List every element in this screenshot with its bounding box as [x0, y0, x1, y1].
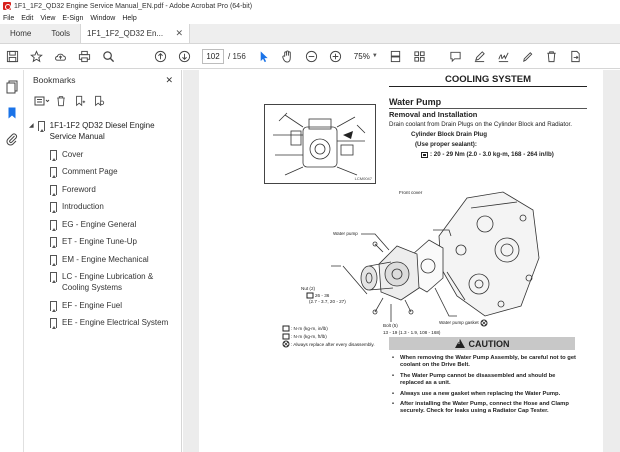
highlight-button[interactable]: [468, 44, 492, 68]
arrow-down-circle-icon: [178, 50, 191, 63]
menu-bar: [0, 12, 620, 24]
legend-torque-inlb: : N·m (kg-m, in/lb): [291, 326, 328, 331]
bookmark-icon: [50, 301, 57, 311]
bookmark-icon: [50, 255, 57, 265]
tab-home[interactable]: Home: [10, 29, 32, 38]
torque-wrench-icon: [421, 152, 428, 158]
edit-pen-icon: [521, 50, 534, 63]
bookmark-item-em[interactable]: EM - Engine Mechanical: [24, 254, 181, 265]
print-button[interactable]: [72, 44, 96, 68]
bookmark-item-cover[interactable]: Cover: [24, 149, 181, 160]
bookmark-item-introduction[interactable]: Introduction: [24, 201, 181, 212]
search-icon: [102, 50, 115, 63]
find-button[interactable]: [96, 44, 120, 68]
zoom-in-button[interactable]: [324, 44, 348, 68]
document-viewer[interactable]: [183, 70, 620, 452]
bookmark-item-ee[interactable]: EE - Engine Electrical System: [24, 317, 181, 328]
page-header: COOLING SYSTEM: [444, 74, 532, 85]
label-bolt-torque: 13 - 19 (1.3 - 1.9, 108 - 168): [383, 330, 441, 335]
hand-tool-button[interactable]: [276, 44, 300, 68]
tab-bar: [0, 24, 620, 44]
caution-title: CAUTION: [468, 338, 510, 349]
new-bookmark-icon[interactable]: [72, 94, 88, 108]
bookmarks-title: Bookmarks: [33, 75, 76, 85]
zoom-level[interactable]: 75%: [353, 51, 370, 61]
close-panel-icon[interactable]: ✕: [165, 74, 173, 85]
expand-triangle-icon[interactable]: ◢: [29, 123, 34, 129]
attachment-icon[interactable]: [5, 132, 19, 146]
zoom-out-button[interactable]: [300, 44, 324, 68]
comment-button[interactable]: [444, 44, 468, 68]
bookmark-icon: [50, 202, 57, 212]
bookmark-panel-icon[interactable]: [5, 106, 19, 120]
upload-button[interactable]: [48, 44, 72, 68]
legend-replace: : Always replace after every disassembly.: [291, 342, 375, 347]
caution-item: • The Water Pump cannot be disassembled and should be replaced as a unit.: [392, 373, 578, 388]
bookmark-icon: [50, 150, 57, 160]
bookmark-icon: [50, 220, 57, 230]
label-bolt: Bolt (5): [383, 323, 398, 328]
cursor-icon: [257, 50, 270, 63]
select-tool-button[interactable]: [252, 44, 276, 68]
menu-edit[interactable]: Edit: [21, 14, 34, 22]
tab-tools[interactable]: Tools: [51, 29, 71, 38]
main-toolbar: [0, 44, 620, 69]
menu-window[interactable]: Window: [90, 14, 116, 22]
page-number-input[interactable]: 102: [202, 49, 224, 64]
caution-banner: [389, 337, 575, 350]
plug-title: Cylinder Block Drain Plug: [411, 131, 487, 138]
save-button[interactable]: [0, 44, 24, 68]
bookmark-icon: [50, 185, 57, 195]
printer-icon: [78, 50, 91, 63]
bookmark-tree: [24, 112, 181, 328]
legend-torque-ftlb: : N·m (kg-m, ft/lb): [291, 334, 327, 339]
layout-icon: [389, 50, 402, 63]
arrow-up-circle-icon: [154, 50, 167, 63]
menu-file[interactable]: File: [3, 14, 15, 22]
page-layout-button[interactable]: [384, 44, 408, 68]
tab-document[interactable]: [80, 24, 190, 43]
trash-icon: [545, 50, 558, 63]
bookmark-item-eg[interactable]: EG - Engine General: [24, 219, 181, 230]
sign-button[interactable]: [492, 44, 516, 68]
signature-icon: [497, 50, 510, 63]
label-front-cover: Front cover: [399, 190, 423, 195]
menu-esign[interactable]: E-Sign: [62, 14, 84, 22]
window-title: 1F1_1F2_QD32 Engine Service Manual_EN.pdf - Adobe Acrobat Pro (64-bit): [14, 2, 253, 10]
section-rule: [389, 108, 587, 109]
plug-torque-row: [421, 151, 554, 158]
close-tab-icon[interactable]: ✕: [175, 28, 184, 38]
caution-item: • After installing the Water Pump, connect the Hose and Clamp securely. Check for leaks using a Radiator Cap Tester.: [392, 401, 578, 416]
acrobat-logo-icon: [3, 2, 11, 10]
label-gasket: Water pump gasket: [439, 320, 479, 325]
bookmark-item-comment-page[interactable]: Comment Page: [24, 166, 181, 177]
floppy-icon: [6, 50, 19, 63]
label-water-pump: Water pump: [333, 231, 358, 236]
fill-sign-button[interactable]: [516, 44, 540, 68]
delete-button[interactable]: [540, 44, 564, 68]
caution-list: [392, 355, 578, 419]
label-nut-torque2: (2.7 - 3.7, 20 - 27): [309, 299, 346, 304]
drain-plug-figure: [264, 104, 376, 184]
tab-document-label: 1F1_1F2_QD32 En...: [87, 29, 164, 38]
export-button[interactable]: [564, 44, 588, 68]
minus-circle-icon: [305, 50, 318, 63]
hand-icon: [281, 50, 294, 63]
pages-icon[interactable]: [5, 80, 19, 94]
bookmark-icon: [50, 318, 57, 328]
subsection-title: Removal and Installation: [389, 110, 478, 119]
body-text: Drain coolant from Drain Plugs on the Cylinder Block and Radiator.: [389, 121, 572, 128]
caution-item: • Always use a new gasket when replacing the Water Pump.: [392, 391, 578, 398]
layout-menu-button[interactable]: [408, 44, 432, 68]
page-total: / 156: [228, 51, 246, 61]
label-nut-torque1: 26 - 36: [315, 293, 330, 298]
file-export-icon: [569, 50, 582, 63]
star-icon: [30, 50, 43, 63]
bookmark-icon: [50, 237, 57, 247]
bookmark-item-ef[interactable]: EF - Engine Fuel: [24, 300, 181, 311]
figure1-caption: LCM0047: [354, 176, 372, 181]
plug-torque: : 20 - 29 Nm (2.0 - 3.0 kg-m, 168 - 264 in/lb): [430, 151, 554, 158]
pdf-page: [199, 70, 603, 452]
engine-block-illustration: [265, 105, 375, 183]
bookmark-item-lc[interactable]: LC - Engine Lubrication & Cooling Systems: [24, 271, 181, 293]
options-menu-icon[interactable]: [34, 94, 50, 108]
pen-icon: [473, 50, 486, 63]
bookmarks-toolbar: [24, 90, 181, 112]
cloud-upload-icon: [54, 50, 67, 63]
plug-note: (Use proper sealant):: [415, 141, 477, 148]
label-nut: Nut (2): [301, 286, 316, 291]
section-title: Water Pump: [389, 97, 442, 107]
previous-page-button[interactable]: [148, 44, 172, 68]
water-pump-diagram: [271, 188, 603, 350]
menu-view[interactable]: View: [40, 14, 56, 22]
bookmarks-header: [24, 70, 181, 90]
caution-item: • When removing the Water Pump Assembly, be careful not to get coolant on the Drive Belt.: [392, 355, 578, 370]
header-rule: [389, 86, 587, 87]
bookmark-root-label: 1F1-1F2 QD32 Diesel Engine Service Manual: [49, 121, 155, 141]
bookmark-item-et[interactable]: ET - Engine Tune-Up: [24, 236, 181, 247]
title-bar: [0, 0, 620, 12]
left-rail: [0, 70, 24, 452]
bookmarks-panel: [24, 70, 182, 452]
plus-circle-icon: [329, 50, 342, 63]
bookmark-root[interactable]: [24, 120, 181, 142]
bookmark-icon: [50, 167, 57, 177]
comment-icon: [449, 50, 462, 63]
bookmark-icon: [38, 121, 45, 131]
bookmark-icon: [50, 272, 57, 282]
menu-help[interactable]: Help: [122, 14, 137, 22]
find-bookmark-icon[interactable]: [91, 94, 107, 108]
zoom-dropdown-icon[interactable]: ▼: [371, 53, 378, 59]
delete-bookmark-icon[interactable]: [53, 94, 69, 108]
bookmark-item-foreword[interactable]: Foreword: [24, 184, 181, 195]
warning-triangle-icon: [455, 339, 465, 348]
next-page-button[interactable]: [172, 44, 196, 68]
grid-icon: [413, 50, 426, 63]
bookmark-button[interactable]: [24, 44, 48, 68]
